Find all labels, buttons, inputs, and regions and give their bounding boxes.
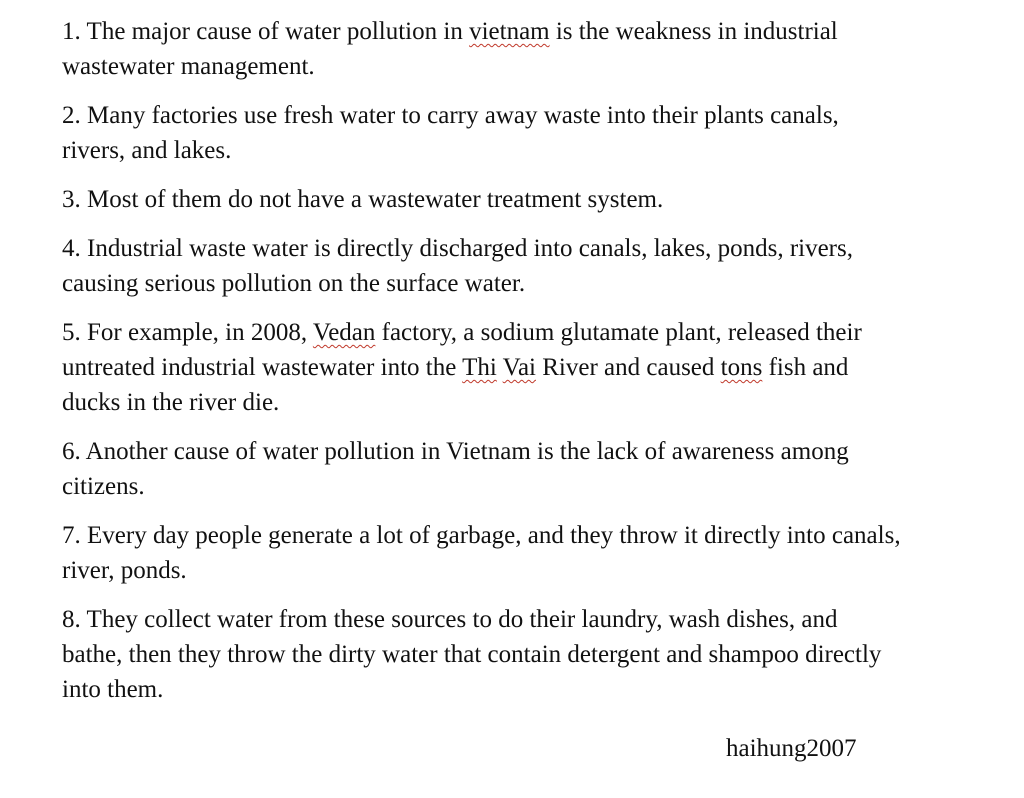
text-segment: 5. For example, in 2008, xyxy=(62,319,313,346)
text-segment: 7. Every day people generate a lot of garbage, and they throw it directly into canals, river, ponds. xyxy=(62,522,901,584)
document-body xyxy=(62,14,902,721)
paragraph-6 xyxy=(62,434,902,504)
text-segment: 2. Many factories use fresh water to carry away waste into their plants canals, rivers, and lakes. xyxy=(62,102,839,164)
paragraph-7 xyxy=(62,518,902,588)
author-signature: haihung2007 xyxy=(726,735,857,762)
text-segment: 3. Most of them do not have a wastewater treatment system. xyxy=(62,186,664,213)
paragraph-5 xyxy=(62,315,902,420)
text-segment: factory, a sodium glutamate plant, released their untreated industrial wastewater into the xyxy=(62,319,862,381)
paragraph-8 xyxy=(62,602,902,707)
misspelled-word[interactable]: vietnam xyxy=(469,18,550,45)
misspelled-word[interactable]: Vai xyxy=(502,354,536,381)
misspelled-word[interactable]: Vedan xyxy=(312,319,376,346)
paragraph-4 xyxy=(62,231,902,301)
text-segment: 8. They collect water from these sources to do their laundry, wash dishes, and bathe, then they throw the dirty water that contain detergent and shampoo directly into them. xyxy=(62,606,882,703)
paragraph-2 xyxy=(62,98,902,168)
misspelled-word[interactable]: tons xyxy=(720,354,763,381)
text-segment: River and caused xyxy=(535,354,721,381)
text-segment: 1. The major cause of water pollution in xyxy=(62,18,470,45)
paragraph-1 xyxy=(62,14,902,84)
text-segment: is the weakness in industrial wastewater management. xyxy=(62,18,838,80)
misspelled-word[interactable]: Thi xyxy=(462,354,497,381)
text-segment: 6. Another cause of water pollution in Vietnam is the lack of awareness among citizens. xyxy=(62,438,849,500)
paragraph-3 xyxy=(62,182,902,217)
text-segment: 4. Industrial waste water is directly discharged into canals, lakes, ponds, rivers, causing serious pollution on the surface water. xyxy=(62,235,853,297)
text-segment: fish and ducks in the river die. xyxy=(62,354,849,416)
